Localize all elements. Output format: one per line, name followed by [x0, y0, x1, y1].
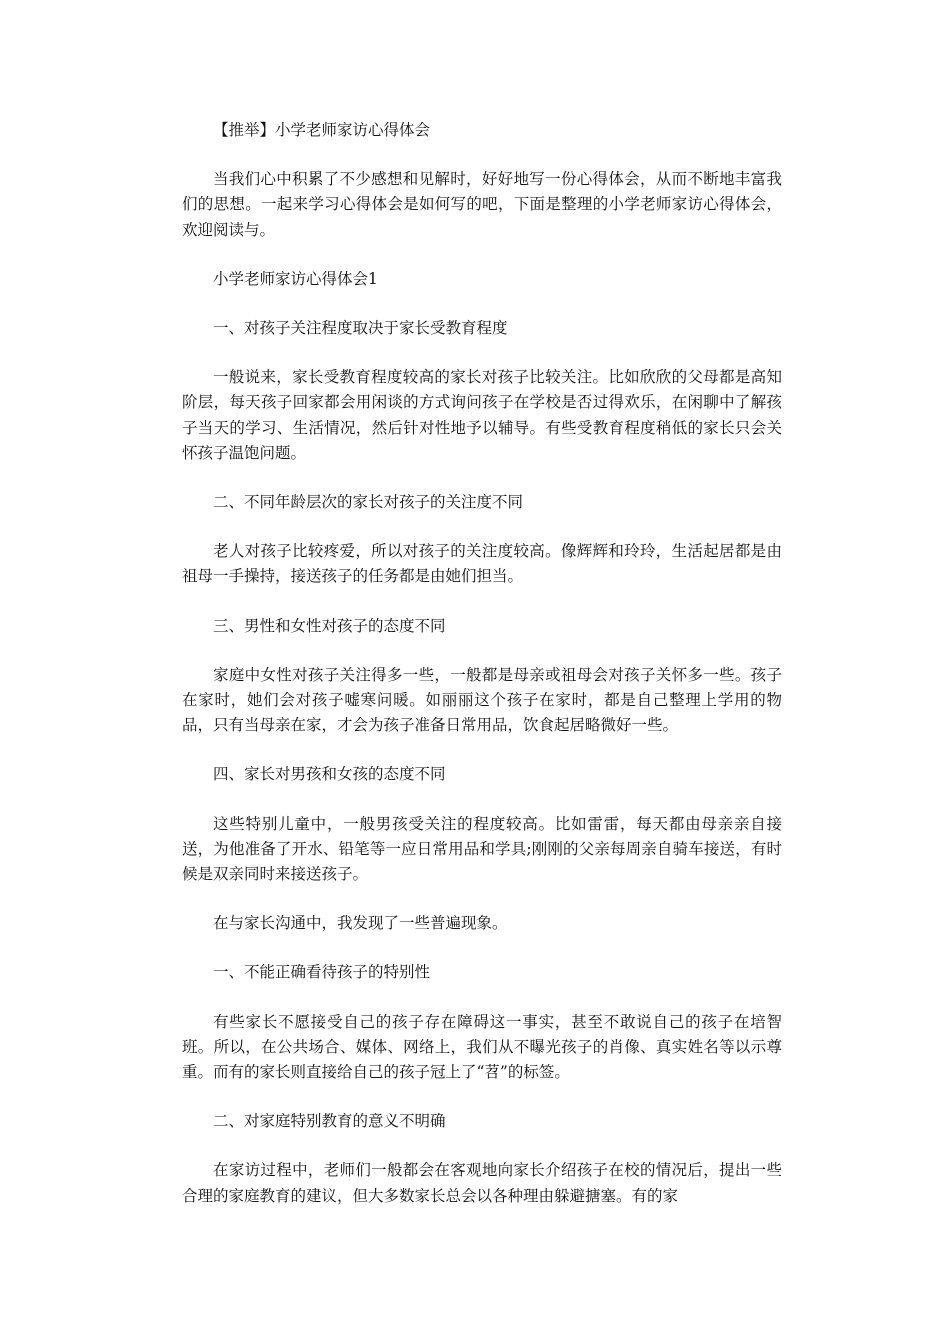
paragraph-5: 在与家长沟通中，我发现了一些普遍现象。 [213, 914, 508, 933]
paragraph-2: 老人对孩子比较疼爱，所以对孩子的关注度较高。像辉辉和玲玲，生活起居都是由祖母一手操持，接送孩子的任务都是由她们担当。 [182, 542, 782, 586]
heading-5: 一、不能正确看待孩子的特别性 [213, 963, 431, 982]
paragraph-6: 有些家长不愿接受自己的孩子存在障碍这一事实，甚至不敢说自己的孩子在培智班。所以，在公共场合、媒体、网络上，我们从不曝光孩子的肖像、真实姓名等以示尊重。而有的家长则直接给自己的孩子冠上了“苕”的标签。 [182, 1012, 782, 1082]
heading-1: 一、对孩子关注程度取决于家长受教育程度 [213, 319, 508, 338]
section-title: 小学老师家访心得体会1 [213, 269, 378, 288]
heading-2: 二、不同年龄层次的家长对孩子的关注度不同 [213, 493, 524, 512]
paragraph-1: 一般说来，家长受教育程度较高的家长对孩子比较关注。比如欣欣的父母都是高知阶层，每天孩子回家都会用闲谈的方式询问孩子在学校是否过得欢乐，在闲聊中了解孩子当天的学习、生活情况，然后针对性地予以辅导。有些受教育程度稍低的家长只会关怀孩子温饱问题。 [182, 368, 782, 462]
document-body [182, 118, 782, 1209]
document-title: 【推举】小学老师家访心得体会 [213, 121, 431, 139]
paragraph-7: 在家访过程中，老师们一般都会在客观地向家长介绍孩子在校的情况后，提出一些合理的家庭教育的建议，但大多数家长总会以各种理由躲避搪塞。有的家 [182, 1161, 782, 1205]
heading-3: 三、男性和女性对孩子的态度不同 [213, 616, 446, 635]
intro-paragraph: 当我们心中积累了不少感想和见解时，好好地写一份心得体会，从而不断地丰富我们的思想。一起来学习心得体会是如何写的吧，下面是整理的小学老师家访心得体会，欢迎阅读与。 [182, 170, 782, 239]
heading-6: 二、对家庭特别教育的意义不明确 [213, 1112, 446, 1131]
paragraph-4: 这些特别儿童中，一般男孩受关注的程度较高。比如雷雷，每天都由母亲亲自接送，为他准备了开水、铅笔等一应日常用品和学具;刚刚的父亲每周亲自骑车接送，有时候是双亲同时来接送孩子。 [182, 814, 782, 884]
paragraph-3: 家庭中女性对孩子关注得多一些，一般都是母亲或祖母会对孩子关怀多一些。孩子在家时，她们会对孩子嘘寒问暖。如丽丽这个孩子在家时，都是自己整理上学用的物品，只有当母亲在家，才会为孩子准备日常用品，饮食起居略微好一些。 [182, 665, 782, 735]
heading-4: 四、家长对男孩和女孩的态度不同 [213, 765, 446, 784]
